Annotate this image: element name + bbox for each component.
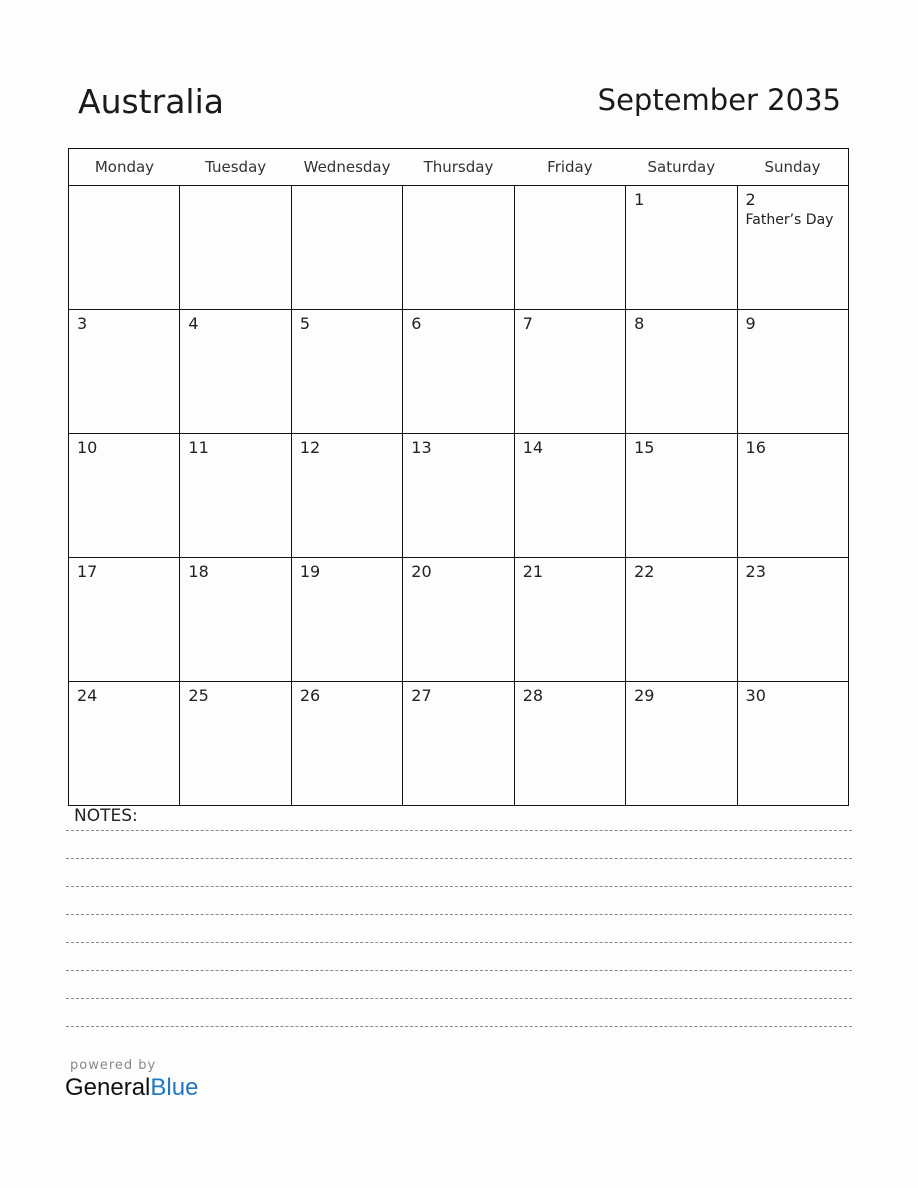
day-number: 23 [745,562,766,581]
day-cell [180,434,291,558]
day-number: 3 [77,314,88,333]
day-cell [514,434,625,558]
brand-blue: Blue [150,1074,199,1101]
week-row [69,310,849,434]
notes-label: NOTES: [74,806,138,826]
day-number: 20 [411,562,432,581]
day-number: 10 [77,438,98,457]
day-number: 8 [634,314,645,333]
country-title: Australia [78,82,224,121]
note-line [66,886,852,887]
day-number: 29 [634,686,655,705]
day-number: 13 [411,438,432,457]
day-number: 5 [299,314,311,333]
day-cell [180,558,291,682]
week-row [69,558,849,682]
week-row [69,434,849,558]
day-cell [737,310,848,434]
day-number: 2 [745,190,756,209]
day-cell [69,310,180,434]
day-number: 14 [522,438,544,457]
note-line [66,942,852,943]
day-cell [403,682,514,806]
day-cell [403,558,514,682]
day-cell [69,682,180,806]
day-number: 18 [188,562,209,581]
day-number: 22 [634,562,655,581]
day-cell [626,310,737,434]
day-number: 6 [411,314,422,333]
day-cell [180,186,291,310]
day-number: 7 [522,314,533,333]
note-line [66,1026,852,1027]
weekday-thursday: Thursday [403,149,514,186]
day-number: 15 [634,438,655,457]
day-cell [180,682,291,806]
day-cell [626,682,737,806]
day-cell [291,434,402,558]
day-cell [737,558,848,682]
day-number: 1 [634,190,645,209]
week-row [69,682,849,806]
day-number: 26 [299,686,321,705]
day-cell [69,434,180,558]
note-line [66,858,852,859]
day-number: 30 [745,686,766,705]
weekday-sunday: Sunday [737,149,848,186]
weekday-saturday: Saturday [626,149,737,186]
day-number: 21 [522,562,544,581]
weekday-friday: Friday [514,149,625,186]
day-number: 27 [411,686,432,705]
day-number: 9 [745,314,756,333]
day-cell [514,186,625,310]
day-cell [403,434,514,558]
day-number: 16 [745,438,766,457]
day-number: 12 [299,438,321,457]
brand-general: General [65,1074,151,1101]
day-cell [626,558,737,682]
day-number: 25 [188,686,209,705]
day-number: 24 [77,686,98,705]
day-cell [180,310,291,434]
day-cell [514,682,625,806]
day-cell [69,558,180,682]
day-number: 28 [522,686,544,705]
month-year-title: September 2035 [597,83,841,117]
day-cell [291,558,402,682]
note-line [66,830,852,831]
day-number: 19 [299,562,321,581]
powered-by-text: powered by [70,1058,157,1073]
day-cell [737,186,848,310]
day-cell [291,310,402,434]
day-cell [403,186,514,310]
day-number: 4 [188,314,199,333]
note-line [66,914,852,915]
weekday-monday: Monday [69,149,180,186]
day-cell [737,682,848,806]
holiday-label: Father’s Day [745,212,834,228]
day-number: 17 [77,562,98,581]
day-cell [291,186,402,310]
note-line [66,970,852,971]
calendar-grid [68,148,849,806]
day-cell [69,186,180,310]
week-row [69,186,849,310]
day-cell [626,186,737,310]
day-cell [737,434,848,558]
weekday-header-row [69,149,849,186]
day-cell [514,310,625,434]
day-cell [291,682,402,806]
generalblue-logo [65,1074,198,1102]
note-line [66,998,852,999]
day-number: 11 [188,438,209,457]
day-cell [514,558,625,682]
day-cell [626,434,737,558]
day-cell [403,310,514,434]
weekday-wednesday: Wednesday [291,149,402,186]
weekday-tuesday: Tuesday [180,149,291,186]
